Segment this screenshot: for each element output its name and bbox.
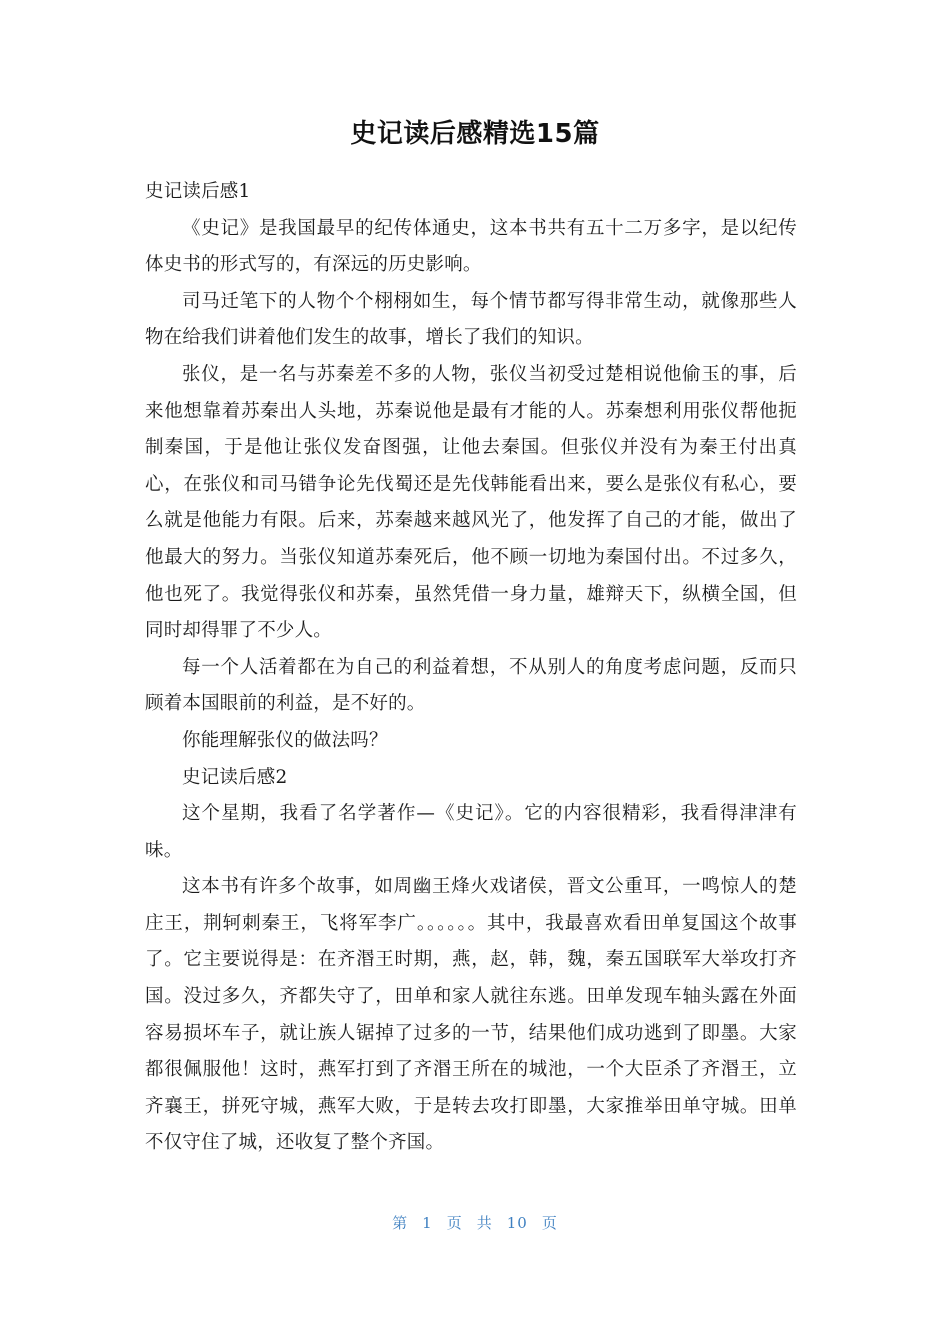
document-title: 史记读后感精选15篇 (350, 119, 600, 149)
paragraph: 这个星期，我看了名学著作—《史记》。它的内容很精彩，我看得津津有味。 (145, 803, 797, 861)
footer-total-label: 共 (476, 1214, 493, 1232)
paragraph: 《史记》是我国最早的纪传体通史，这本书共有五十二万多字，是以纪传体史书的形式写的，有深远的历史影响。 (145, 217, 797, 276)
footer-page-label: 第 (392, 1214, 409, 1232)
footer-page-number: 1 (422, 1214, 433, 1232)
paragraph: 司马迁笔下的人物个个栩栩如生，每个情节都写得非常生动，就像那些人物在给我们讲着他们发生的故事，增长了我们的知识。 (145, 290, 797, 349)
section-heading: 史记读后感2 (182, 766, 288, 788)
footer-total-unit: 页 (541, 1214, 558, 1232)
footer-page-unit: 页 (446, 1214, 463, 1232)
paragraph: 张仪，是一名与苏秦差不多的人物，张仪当初受过楚相说他偷玉的事，后来他想靠着苏秦出人头地，苏秦说他是最有才能的人。苏秦想利用张仪帮他扼制秦国，于是他让张仪发奋图强，让他去秦国。但张仪并没有为秦王付出真心，在张仪和司马错争论先伐蜀还是先伐韩能看出来，要么是张仪有私心，要么就是他能力有限。后来，苏秦越来越风光了，他发挥了自己的才能，做出了他最大的努力。当张仪知道苏秦死后，他不顾一切地为秦国付出。不过多久，他也死了。我觉得张仪和苏秦，虽然凭借一身力量，雄辩天下，纵横全国，但同时却得罪了不少人。 (145, 363, 797, 642)
section-heading: 史记读后感1 (145, 181, 251, 202)
paragraph: 你能理解张仪的做法吗？ (182, 729, 388, 751)
document-body (145, 174, 797, 1162)
paragraph: 每一个人活着都在为自己的利益着想，不从别人的角度考虑问题，反而只顾着本国眼前的利益，是不好的。 (145, 656, 797, 715)
paragraph: 这本书有许多个故事，如周幽王烽火戏诸侯，晋文公重耳，一鸣惊人的楚庄王，荆轲刺秦王，飞将军李广。。。。。。其中，我最喜欢看田单复国这个故事了。它主要说得是：在齐湣王时期，燕，赵，韩，魏，秦五国联军大举攻打齐国。没过多久，齐都失守了，田单和家人就往东逃。田单发现车轴头露在外面容易损坏车子，就让族人锯掉了过多的一节，结果他们成功逃到了即墨。大家都很佩服他！这时，燕军打到了齐湣王所在的城池，一个大臣杀了齐湣王，立齐襄王，拼死守城，燕军大败，于是转去攻打即墨，大家推举田单守城。田单不仅守住了城，还收复了整个齐国。 (145, 876, 797, 1154)
footer-total-pages: 10 (506, 1214, 528, 1232)
page-footer (0, 1210, 950, 1236)
